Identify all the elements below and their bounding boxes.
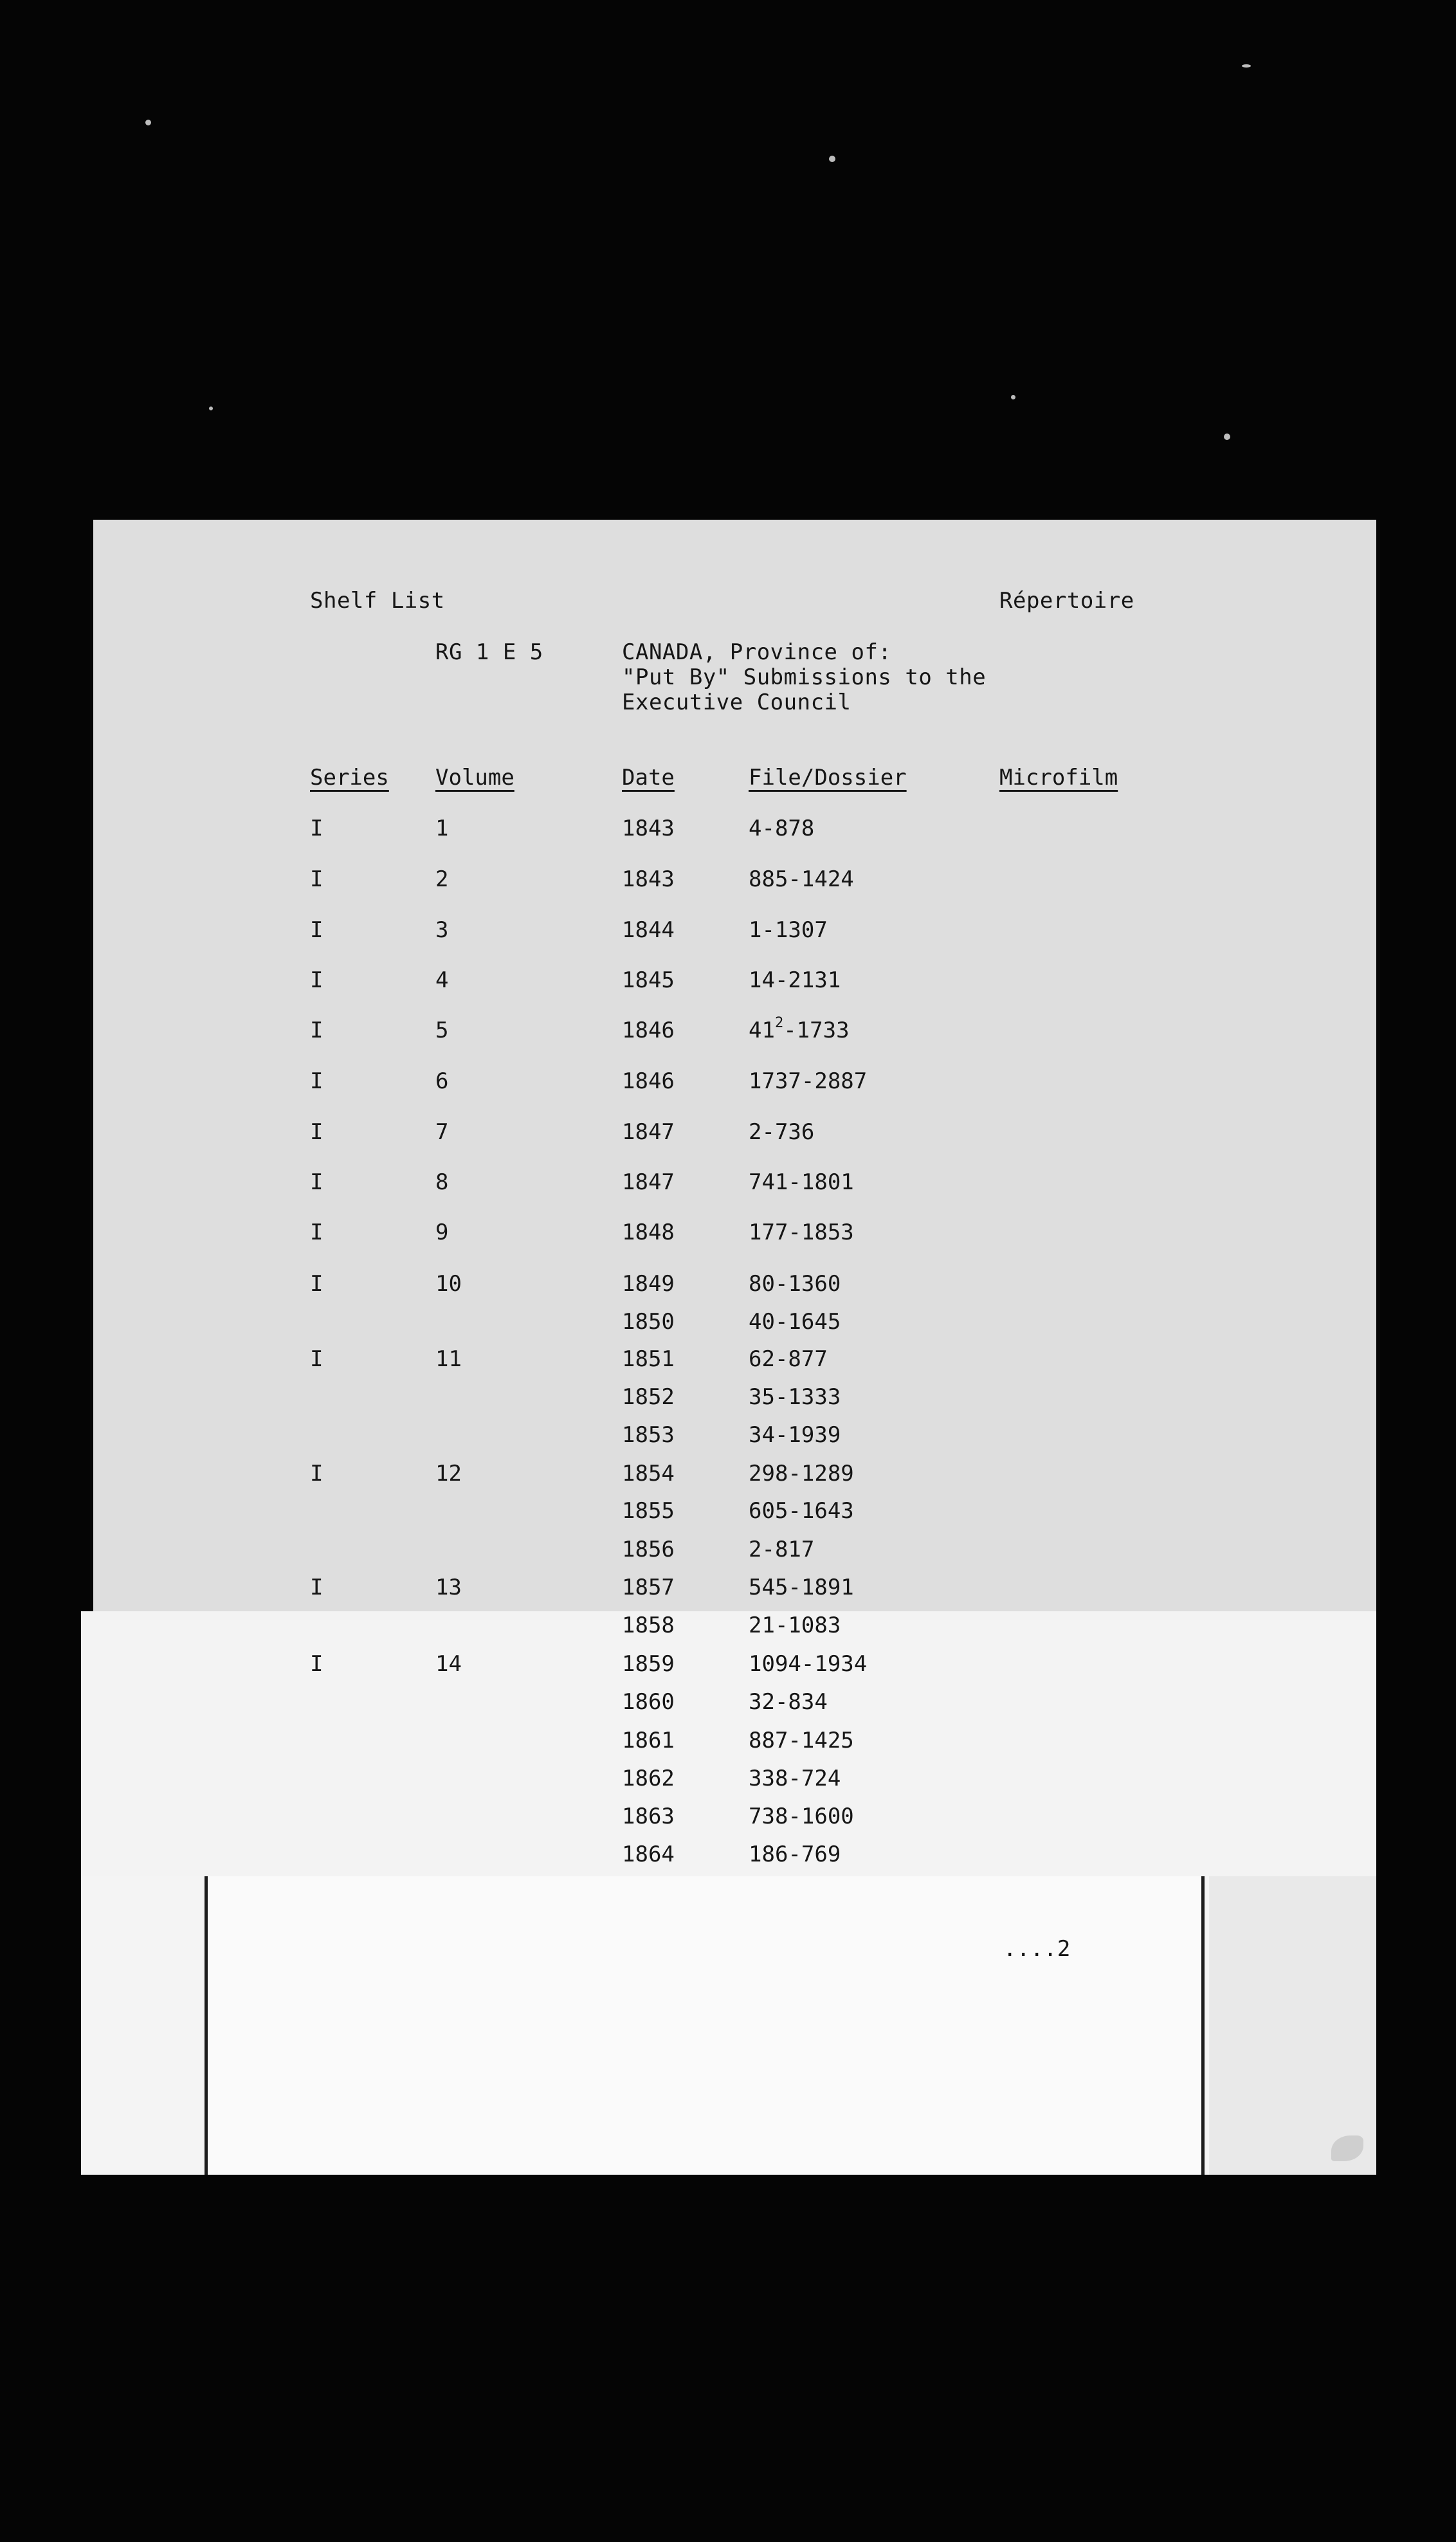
date-cell: 1844 [622,917,675,943]
date-cell: 1864 [622,1842,675,1867]
shelf-list-label: Shelf List [310,588,445,614]
series-cell: I [310,816,323,841]
file-dossier-cell: 741-1801 [749,1169,854,1195]
repertoire-label: Répertoire [999,588,1134,614]
column-header-microfilm: Microfilm [999,765,1118,791]
file-dossier-cell: 887-1425 [749,1728,854,1753]
overlay-slip-inner [205,1876,1205,2175]
file-dossier-cell: 40-1645 [749,1309,841,1335]
file-dossier-cell: 177-1853 [749,1220,854,1245]
date-cell: 1863 [622,1804,675,1829]
file-dossier-cell: 605-1643 [749,1498,854,1524]
date-cell: 1848 [622,1220,675,1245]
file-dossier-cell: 1094-1934 [749,1651,868,1677]
volume-cell: 11 [435,1346,462,1372]
volume-cell: 10 [435,1271,462,1297]
column-header-series: Series [310,765,389,791]
dust-speck [1224,434,1230,440]
series-cell: I [310,1651,323,1677]
file-dossier-cell: 2-817 [749,1537,815,1562]
file-range-end: -1733 [783,1018,850,1043]
file-dossier-cell: 545-1891 [749,1575,854,1600]
file-dossier-cell: 298-1289 [749,1461,854,1486]
volume-cell: 12 [435,1461,462,1486]
date-cell: 1843 [622,866,675,892]
document-title-line-1: CANADA, Province of: [622,639,892,665]
date-cell: 1852 [622,1384,675,1410]
document-page-lower [81,1611,1376,1878]
file-dossier-cell: 338-724 [749,1766,841,1791]
series-cell: I [310,1346,323,1372]
document-title-line-2: "Put By" Submissions to the [622,664,987,690]
date-cell: 1847 [622,1169,675,1195]
series-cell: I [310,967,323,993]
dust-speck [1242,64,1251,68]
series-cell: I [310,1018,323,1043]
volume-cell: 2 [435,866,449,892]
reference-code: RG 1 E 5 [435,639,543,665]
series-cell: I [310,917,323,943]
file-dossier-cell: 21-1083 [749,1613,841,1638]
file-dossier-cell: 885-1424 [749,866,854,892]
file-dossier-cell: 2-736 [749,1119,815,1145]
file-dossier-cell: 80-1360 [749,1271,841,1297]
date-cell: 1847 [622,1119,675,1145]
date-cell: 1846 [622,1018,675,1043]
column-header-file-dossier: File/Dossier [749,765,907,791]
date-cell: 1850 [622,1309,675,1335]
page-continuation: ....2 [1003,1936,1071,1962]
volume-cell: 9 [435,1220,449,1245]
volume-cell: 4 [435,967,449,993]
date-cell: 1853 [622,1422,675,1448]
series-cell: I [310,1119,323,1145]
file-dossier-cell: 1-1307 [749,917,828,943]
file-dossier-cell: 34-1939 [749,1422,841,1448]
date-cell: 1862 [622,1766,675,1791]
date-cell: 1846 [622,1068,675,1094]
dust-speck [829,156,835,162]
slip-right-margin [1209,1876,1376,2175]
volume-cell: 5 [435,1018,449,1043]
series-cell: I [310,1068,323,1094]
date-cell: 1857 [622,1575,675,1600]
dust-speck [145,120,151,125]
file-dossier-cell [749,1014,850,1043]
date-cell: 1845 [622,967,675,993]
volume-cell: 14 [435,1651,462,1677]
series-cell: I [310,1220,323,1245]
document-title-line-3: Executive Council [622,690,851,715]
date-cell: 1860 [622,1689,675,1715]
volume-cell: 13 [435,1575,462,1600]
series-cell: I [310,1575,323,1600]
date-cell: 1861 [622,1728,675,1753]
file-dossier-cell: 186-769 [749,1842,841,1867]
file-dossier-cell: 14-2131 [749,967,841,993]
file-dossier-cell: 738-1600 [749,1804,854,1829]
column-header-volume: Volume [435,765,514,791]
volume-cell: 3 [435,917,449,943]
file-dossier-cell: 1737-2887 [749,1068,868,1094]
volume-cell: 7 [435,1119,449,1145]
volume-cell: 1 [435,816,449,841]
dust-speck [209,407,213,410]
volume-cell: 8 [435,1169,449,1195]
date-cell: 1858 [622,1613,675,1638]
file-dossier-cell: 62-877 [749,1346,828,1372]
volume-cell: 6 [435,1068,449,1094]
series-cell: I [310,866,323,892]
date-cell: 1854 [622,1461,675,1486]
series-cell: I [310,1271,323,1297]
dust-speck [1011,395,1015,399]
file-dossier-cell: 32-834 [749,1689,828,1715]
file-superscript: 2 [774,1014,784,1031]
file-dossier-cell: 4-878 [749,816,815,841]
date-cell: 1849 [622,1271,675,1297]
date-cell: 1856 [622,1537,675,1562]
date-cell: 1859 [622,1651,675,1677]
series-cell: I [310,1461,323,1486]
series-cell: I [310,1169,323,1195]
column-header-date: Date [622,765,675,791]
date-cell: 1851 [622,1346,675,1372]
file-range-start: 41 [749,1018,775,1043]
file-dossier-cell: 35-1333 [749,1384,841,1410]
date-cell: 1843 [622,816,675,841]
date-cell: 1855 [622,1498,675,1524]
